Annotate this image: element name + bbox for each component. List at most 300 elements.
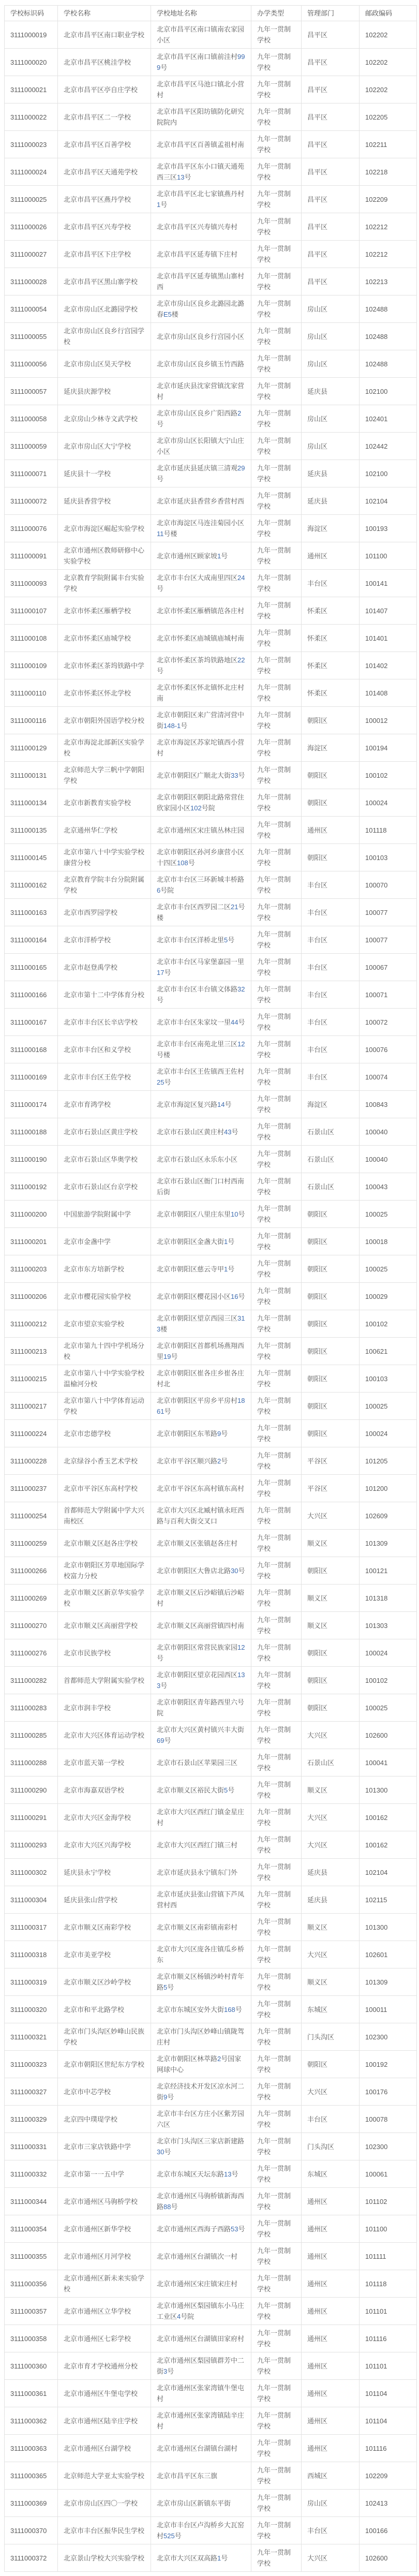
cell-school-type: 九年一贯制学校	[251, 241, 302, 268]
cell-school-type: 九年一贯制学校	[251, 1941, 302, 1968]
cell-school-address: 北京市丰台区大成南里四区24号	[151, 570, 251, 597]
cell-school-id: 3111000166	[5, 981, 58, 1009]
cell-school-name: 北京市顺义区沙岭学校	[58, 1968, 151, 1996]
cell-school-type: 九年一贯制学校	[251, 1118, 302, 1146]
table-body	[5, 21, 417, 2572]
cell-school-name: 北京市石景山区台京学校	[58, 1173, 151, 1201]
cell-school-id: 3111000318	[5, 1941, 58, 1968]
table-row	[5, 1036, 417, 1063]
cell-school-address: 北京市房山区良乡北潞园北潞春E5楼	[151, 295, 251, 323]
cell-school-address: 北京市延庆县永宁镇东门外	[151, 1859, 251, 1886]
table-row	[5, 981, 417, 1009]
cell-school-name: 北京市昌平区二一学校	[58, 103, 151, 131]
table-row	[5, 21, 417, 49]
cell-admin-department: 丰台区	[302, 954, 360, 981]
cell-school-name: 北京景山学校大兴实验学校	[58, 2544, 151, 2572]
address-number: 69	[157, 1737, 164, 1744]
cell-school-type: 九年一贯制学校	[251, 2352, 302, 2380]
cell-postal-code: 101100	[360, 542, 417, 570]
cell-postal-code: 102600	[360, 2544, 417, 2572]
cell-school-id: 3111000163	[5, 899, 58, 926]
cell-admin-department: 丰台区	[302, 2106, 360, 2133]
cell-school-name: 北京市通州区牛堡屯学校	[58, 2380, 151, 2407]
cell-school-type: 九年一贯制学校	[251, 186, 302, 213]
table-row	[5, 1118, 417, 1146]
cell-school-type: 九年一贯制学校	[251, 405, 302, 433]
cell-admin-department: 怀柔区	[302, 597, 360, 625]
cell-school-type: 九年一贯制学校	[251, 1694, 302, 1722]
cell-admin-department: 昌平区	[302, 21, 360, 49]
cell-school-name: 北京师范大学三帆中学朝阳学校	[58, 762, 151, 789]
cell-postal-code: 101116	[360, 2325, 417, 2352]
cell-school-address: 北京市通州区梨园镇群芳中二街3号	[151, 2352, 251, 2380]
cell-school-id: 3111000167	[5, 1009, 58, 1036]
address-number: 53	[231, 2225, 238, 2233]
cell-school-type: 九年一贯制学校	[251, 1420, 302, 1447]
cell-postal-code: 101205	[360, 1447, 417, 1475]
cell-school-type: 九年一贯制学校	[251, 2517, 302, 2544]
cell-admin-department: 延庆县	[302, 378, 360, 405]
cell-school-id: 3111000174	[5, 1091, 58, 1118]
table-row	[5, 1996, 417, 2023]
cell-school-type: 九年一贯制学校	[251, 2188, 302, 2215]
cell-school-type: 九年一贯制学校	[251, 570, 302, 597]
cell-school-id: 3111000329	[5, 2106, 58, 2133]
cell-school-name: 北京市通州区七彩学校	[58, 2325, 151, 2352]
cell-admin-department: 朝阳区	[302, 1310, 360, 1338]
cell-school-type: 九年一贯制学校	[251, 1310, 302, 1338]
cell-school-type: 九年一贯制学校	[251, 213, 302, 241]
cell-school-id: 3111000134	[5, 789, 58, 817]
cell-school-name: 北京四中璞瑅学校	[58, 2106, 151, 2133]
cell-school-address: 北京市怀柔区雁栖镇范各庄村	[151, 597, 251, 625]
cell-school-id: 3111000331	[5, 2133, 58, 2160]
cell-admin-department: 房山区	[302, 2490, 360, 2517]
cell-postal-code: 100024	[360, 1639, 417, 1667]
address-number: 30	[231, 1566, 238, 1575]
cell-school-name: 北京市通州区马驹桥学校	[58, 2188, 151, 2215]
cell-school-type: 九年一贯制学校	[251, 2215, 302, 2243]
cell-school-name: 北京市朝阳外国语学校分校	[58, 707, 151, 734]
table-row	[5, 1201, 417, 1228]
cell-admin-department: 石景山区	[302, 1173, 360, 1201]
cell-school-type: 九年一贯制学校	[251, 1859, 302, 1886]
cell-school-id: 3111000237	[5, 1475, 58, 1502]
table-row	[5, 2106, 417, 2133]
cell-admin-department: 海淀区	[302, 734, 360, 762]
cell-school-id: 3111000269	[5, 1585, 58, 1612]
table-row	[5, 378, 417, 405]
table-row	[5, 433, 417, 460]
cell-admin-department: 门头沟区	[302, 2023, 360, 2051]
table-row	[5, 570, 417, 597]
cell-postal-code: 101100	[360, 2215, 417, 2243]
cell-school-name: 北京市昌平区桃洼学校	[58, 49, 151, 76]
cell-school-id: 3111000116	[5, 707, 58, 734]
cell-school-name: 延庆县庆源学校	[58, 378, 151, 405]
cell-school-type: 九年一贯制学校	[251, 1996, 302, 2023]
cell-school-id: 3111000109	[5, 652, 58, 679]
cell-school-id: 3111000282	[5, 1667, 58, 1694]
cell-postal-code: 100103	[360, 844, 417, 871]
cell-school-address: 北京市平谷区顺兴路2号	[151, 1447, 251, 1475]
cell-school-name: 北京市石景山区黄庄学校	[58, 1118, 151, 1146]
cell-school-name: 北京市通州区教师研修中心实验学校	[58, 542, 151, 570]
table-row	[5, 679, 417, 707]
cell-school-id: 3111000164	[5, 926, 58, 954]
cell-admin-department: 怀柔区	[302, 625, 360, 652]
table-row	[5, 2325, 417, 2352]
cell-school-type: 九年一贯制学校	[251, 597, 302, 625]
cell-school-id: 3111000213	[5, 1338, 58, 1365]
cell-school-id: 3111000354	[5, 2215, 58, 2243]
table-row	[5, 871, 417, 899]
cell-admin-department: 丰台区	[302, 1036, 360, 1063]
cell-admin-department: 丰台区	[302, 1063, 360, 1091]
table-row	[5, 1255, 417, 1283]
cell-school-name: 北京市怀柔区庙城学校	[58, 625, 151, 652]
cell-school-name: 北京市丰台区振华民生学校	[58, 2517, 151, 2544]
address-number: 11	[157, 530, 164, 538]
cell-school-id: 3111000357	[5, 2298, 58, 2325]
cell-school-id: 3111000071	[5, 460, 58, 487]
cell-postal-code: 100102	[360, 762, 417, 789]
cell-school-id: 3111000192	[5, 1173, 58, 1201]
cell-admin-department: 顺义区	[302, 1585, 360, 1612]
table-row	[5, 1338, 417, 1365]
address-number: 6	[157, 886, 161, 894]
table-row	[5, 1831, 417, 1859]
cell-admin-department: 房山区	[302, 433, 360, 460]
cell-postal-code: 102202	[360, 49, 417, 76]
cell-school-address: 北京市丰台区西罗园二区21号楼	[151, 899, 251, 926]
address-number: 30	[157, 2148, 164, 2156]
cell-school-address: 北京市昌平区阳坊镇防化研究院院内	[151, 103, 251, 131]
cell-school-name: 北京市民族学校	[58, 1639, 151, 1667]
cell-school-address: 北京市丰台区王佐镇西王佐村25号	[151, 1063, 251, 1091]
table-row	[5, 1612, 417, 1639]
table-row	[5, 734, 417, 762]
cell-postal-code: 102100	[360, 460, 417, 487]
cell-school-address: 北京市延庆县张山营镇下芦凤营村西	[151, 1886, 251, 1914]
cell-school-id: 3111000145	[5, 844, 58, 871]
cell-school-type: 九年一贯制学校	[251, 1557, 302, 1585]
cell-admin-department: 顺义区	[302, 1612, 360, 1639]
cell-admin-department: 顺义区	[302, 1914, 360, 1941]
cell-school-id: 3111000327	[5, 2078, 58, 2106]
address-number: 5	[224, 1786, 228, 1794]
cell-postal-code: 101309	[360, 1968, 417, 1996]
cell-school-address: 北京市丰台区马家堡嘉园一里17号	[151, 954, 251, 981]
table-row	[5, 954, 417, 981]
cell-school-address: 北京市顺义区裕民大街5号	[151, 1776, 251, 1804]
cell-postal-code: 101102	[360, 2188, 417, 2215]
table-row	[5, 2270, 417, 2298]
cell-postal-code: 101118	[360, 817, 417, 844]
cell-school-address: 北京经济技术开发区凉水河二街9号	[151, 2078, 251, 2106]
cell-school-type: 九年一贯制学校	[251, 1639, 302, 1667]
cell-admin-department: 昌平区	[302, 241, 360, 268]
cell-school-id: 3111000321	[5, 2023, 58, 2051]
cell-admin-department: 通州区	[302, 2188, 360, 2215]
cell-school-id: 3111000072	[5, 487, 58, 515]
cell-school-address: 北京市通州区宋庄镇丛林庄园	[151, 817, 251, 844]
cell-school-type: 九年一贯制学校	[251, 871, 302, 899]
cell-school-type: 九年一贯制学校	[251, 515, 302, 542]
table-row	[5, 2078, 417, 2106]
cell-postal-code: 100121	[360, 1557, 417, 1585]
address-number: 148-1	[163, 722, 181, 730]
cell-school-name: 北京市大兴区体育运动学校	[58, 1722, 151, 1749]
cell-postal-code: 101101	[360, 2298, 417, 2325]
cell-postal-code: 102413	[360, 2490, 417, 2517]
cell-admin-department: 石景山区	[302, 1749, 360, 1776]
cell-admin-department: 昌平区	[302, 186, 360, 213]
cell-school-type: 九年一贯制学校	[251, 1201, 302, 1228]
table-row	[5, 1776, 417, 1804]
cell-admin-department: 房山区	[302, 405, 360, 433]
cell-school-type: 九年一贯制学校	[251, 2078, 302, 2106]
table-row	[5, 844, 417, 871]
cell-school-name: 延庆县香营学校	[58, 487, 151, 515]
cell-school-address: 北京市大兴区北臧村镇永旺西路与百利大街交叉口	[151, 1502, 251, 1530]
cell-admin-department: 通州区	[302, 2325, 360, 2352]
table-row	[5, 1447, 417, 1475]
table-row	[5, 515, 417, 542]
cell-school-id: 3111000091	[5, 542, 58, 570]
cell-postal-code: 101116	[360, 2435, 417, 2462]
cell-school-address: 北京市通州区张家湾镇陆辛庄村	[151, 2407, 251, 2435]
cell-school-id: 3111000217	[5, 1393, 58, 1420]
table-row	[5, 1530, 417, 1557]
schools-table	[4, 5, 417, 2572]
cell-school-name: 北京市中芯学校	[58, 2078, 151, 2106]
cell-school-address: 北京市石景山区苹果园三区	[151, 1749, 251, 1776]
cell-school-name: 北京师范大学亚太实验学校	[58, 2462, 151, 2490]
cell-school-id: 3111000224	[5, 1420, 58, 1447]
cell-school-id: 3111000188	[5, 1118, 58, 1146]
cell-school-address: 北京市石景山区衙门口村西南后街	[151, 1173, 251, 1201]
cell-postal-code: 100141	[360, 570, 417, 597]
table-row	[5, 2133, 417, 2160]
cell-school-name: 北京教育学院丰台分院附属学校	[58, 871, 151, 899]
address-number: 1	[157, 201, 161, 209]
cell-postal-code: 100067	[360, 954, 417, 981]
cell-postal-code: 101401	[360, 625, 417, 652]
cell-admin-department: 朝阳区	[302, 1365, 360, 1393]
cell-school-name: 北京市西罗园学校	[58, 899, 151, 926]
address-number: 25	[157, 1078, 164, 1086]
cell-postal-code: 101407	[360, 597, 417, 625]
cell-school-name: 北京市美亚学校	[58, 1941, 151, 1968]
cell-school-address: 北京市延庆县香营乡香营村西	[151, 487, 251, 515]
cell-school-id: 3111000362	[5, 2407, 58, 2435]
cell-school-name: 北京市忠德学校	[58, 1420, 151, 1447]
cell-school-id: 3111000020	[5, 49, 58, 76]
cell-school-name: 北京市昌平区亭自庄学校	[58, 76, 151, 103]
cell-postal-code: 102300	[360, 2133, 417, 2160]
cell-postal-code: 100029	[360, 1283, 417, 1310]
cell-school-address: 北京市顺义区高丽营镇四村南	[151, 1612, 251, 1639]
cell-school-id: 3111000168	[5, 1036, 58, 1063]
table-row	[5, 1009, 417, 1036]
cell-school-address: 北京市朝阳区来广营清河营中街148-1号	[151, 707, 251, 734]
cell-school-address: 北京市朝阳区林萃路2号国家网球中心	[151, 2051, 251, 2078]
cell-school-type: 九年一贯制学校	[251, 2407, 302, 2435]
table-row	[5, 625, 417, 652]
cell-school-id: 3111000212	[5, 1310, 58, 1338]
table-header	[5, 6, 417, 21]
table-row	[5, 1283, 417, 1310]
table-row	[5, 1502, 417, 1530]
cell-postal-code: 100843	[360, 1091, 417, 1118]
cell-school-name: 北京市房山区四〇一学校	[58, 2490, 151, 2517]
cell-school-name: 北京市房山区大宁学校	[58, 433, 151, 460]
column-header-admin-department: 管理部门	[302, 6, 360, 21]
cell-school-type: 九年一贯制学校	[251, 1749, 302, 1776]
cell-postal-code: 102212	[360, 213, 417, 241]
cell-school-address: 北京市东城区安外大街168号	[151, 1996, 251, 2023]
cell-school-name: 中国旅游学院附属中学	[58, 1201, 151, 1228]
address-number: 108	[177, 859, 188, 867]
cell-school-type: 九年一贯制学校	[251, 1475, 302, 1502]
cell-school-type: 九年一贯制学校	[251, 2133, 302, 2160]
table-row	[5, 1365, 417, 1393]
cell-school-id: 3111000056	[5, 350, 58, 378]
cell-school-id: 3111000358	[5, 2325, 58, 2352]
table-row	[5, 652, 417, 679]
cell-school-name: 北京市大兴区兴海学校	[58, 1831, 151, 1859]
address-number: 32	[237, 985, 245, 993]
cell-admin-department: 朝阳区	[302, 1667, 360, 1694]
address-number: 5	[224, 936, 228, 944]
cell-school-name: 北京市通州区立华学校	[58, 2298, 151, 2325]
cell-school-name: 北京市昌平区燕丹学校	[58, 186, 151, 213]
cell-school-address: 北京市通州区马驹桥镇新海西路88号	[151, 2188, 251, 2215]
cell-admin-department: 朝阳区	[302, 1283, 360, 1310]
cell-admin-department: 朝阳区	[302, 844, 360, 871]
cell-postal-code: 100043	[360, 1173, 417, 1201]
address-number: 5	[163, 1983, 168, 1991]
cell-admin-department: 延庆县	[302, 487, 360, 515]
cell-school-name: 北京市育才学校通州分校	[58, 2352, 151, 2380]
cell-admin-department: 通州区	[302, 542, 360, 570]
cell-postal-code: 101300	[360, 1914, 417, 1941]
cell-postal-code: 100077	[360, 926, 417, 954]
cell-admin-department: 房山区	[302, 323, 360, 350]
table-row	[5, 2188, 417, 2215]
column-header-school-id: 学校标识码	[5, 6, 58, 21]
cell-postal-code: 100072	[360, 1009, 417, 1036]
cell-school-type: 九年一贯制学校	[251, 2380, 302, 2407]
table-row	[5, 76, 417, 103]
cell-school-id: 3111000276	[5, 1639, 58, 1667]
cell-postal-code: 100166	[360, 2517, 417, 2544]
cell-school-id: 3111000228	[5, 1447, 58, 1475]
cell-postal-code: 100024	[360, 1420, 417, 1447]
cell-admin-department: 延庆县	[302, 460, 360, 487]
cell-school-type: 九年一贯制学校	[251, 707, 302, 734]
cell-school-type: 九年一贯制学校	[251, 926, 302, 954]
cell-school-id: 3111000304	[5, 1886, 58, 1914]
table-row	[5, 899, 417, 926]
cell-postal-code: 100162	[360, 1831, 417, 1859]
header-row	[5, 6, 417, 21]
address-number: 9	[163, 2093, 168, 2101]
table-row	[5, 1694, 417, 1722]
cell-admin-department: 朝阳区	[302, 1420, 360, 1447]
cell-school-type: 九年一贯制学校	[251, 1831, 302, 1859]
cell-school-type: 九年一贯制学校	[251, 817, 302, 844]
cell-admin-department: 东城区	[302, 2160, 360, 2188]
cell-admin-department: 延庆县	[302, 1886, 360, 1914]
table-row	[5, 1722, 417, 1749]
cell-postal-code: 100012	[360, 707, 417, 734]
cell-school-name: 首都师范大学附属中学大兴南校区	[58, 1502, 151, 1530]
cell-admin-department: 大兴区	[302, 1722, 360, 1749]
cell-admin-department: 丰台区	[302, 871, 360, 899]
cell-school-address: 北京市昌平区马池口镇北小营村	[151, 76, 251, 103]
address-number: 102	[190, 804, 202, 812]
address-number: 33	[231, 771, 238, 779]
cell-postal-code: 102600	[360, 1722, 417, 1749]
cell-postal-code: 101118	[360, 2270, 417, 2298]
cell-school-id: 3111000215	[5, 1365, 58, 1393]
table-row	[5, 2490, 417, 2517]
cell-postal-code: 100076	[360, 1036, 417, 1063]
cell-postal-code: 100193	[360, 515, 417, 542]
cell-school-id: 3111000201	[5, 1228, 58, 1255]
cell-admin-department: 丰台区	[302, 570, 360, 597]
cell-postal-code: 100070	[360, 871, 417, 899]
cell-admin-department: 昌平区	[302, 49, 360, 76]
cell-school-address: 北京市通州区西海子西路53号	[151, 2215, 251, 2243]
cell-school-name: 北京市洋桥学校	[58, 926, 151, 954]
cell-school-address: 北京市通州区台湖镇田家府村	[151, 2325, 251, 2352]
cell-school-type: 九年一贯制学校	[251, 1585, 302, 1612]
cell-school-id: 3111000254	[5, 1502, 58, 1530]
cell-postal-code: 102442	[360, 433, 417, 460]
table-row	[5, 2051, 417, 2078]
cell-admin-department: 丰台区	[302, 926, 360, 954]
cell-school-address: 北京市延庆县延庆镇三清观29号	[151, 460, 251, 487]
address-number: 16	[231, 1292, 238, 1300]
address-number: 999	[157, 53, 245, 71]
address-number: 2	[237, 409, 242, 417]
cell-school-name: 北京市朝阳区芳草地国际学校富力分校	[58, 1557, 151, 1585]
table-row	[5, 2435, 417, 2462]
cell-school-address: 北京市门头沟区妙峰山镇陇驾庄村	[151, 2023, 251, 2051]
cell-school-id: 3111000363	[5, 2435, 58, 2462]
cell-school-id: 3111000093	[5, 570, 58, 597]
cell-school-name: 北京市昌平区黑山寨学校	[58, 268, 151, 295]
cell-school-id: 3111000108	[5, 625, 58, 652]
cell-school-id: 3111000288	[5, 1749, 58, 1776]
cell-admin-department: 通州区	[302, 2380, 360, 2407]
cell-admin-department: 丰台区	[302, 899, 360, 926]
cell-admin-department: 昌平区	[302, 76, 360, 103]
cell-school-name: 北京市房山区良乡行宫园学校	[58, 323, 151, 350]
table-row	[5, 2160, 417, 2188]
address-number: 313	[157, 1314, 245, 1333]
cell-school-address: 北京市房山区新镇东平街	[151, 2490, 251, 2517]
cell-school-name: 北京市朝阳区世纪东方学校	[58, 2051, 151, 2078]
cell-school-address: 北京市朝阳区大鲁店北路30号	[151, 1557, 251, 1585]
cell-school-id: 3111000162	[5, 871, 58, 899]
table-row	[5, 1063, 417, 1091]
cell-school-address: 北京市大兴区黄村镇兴丰大街69号	[151, 1722, 251, 1749]
cell-admin-department: 大兴区	[302, 1831, 360, 1859]
